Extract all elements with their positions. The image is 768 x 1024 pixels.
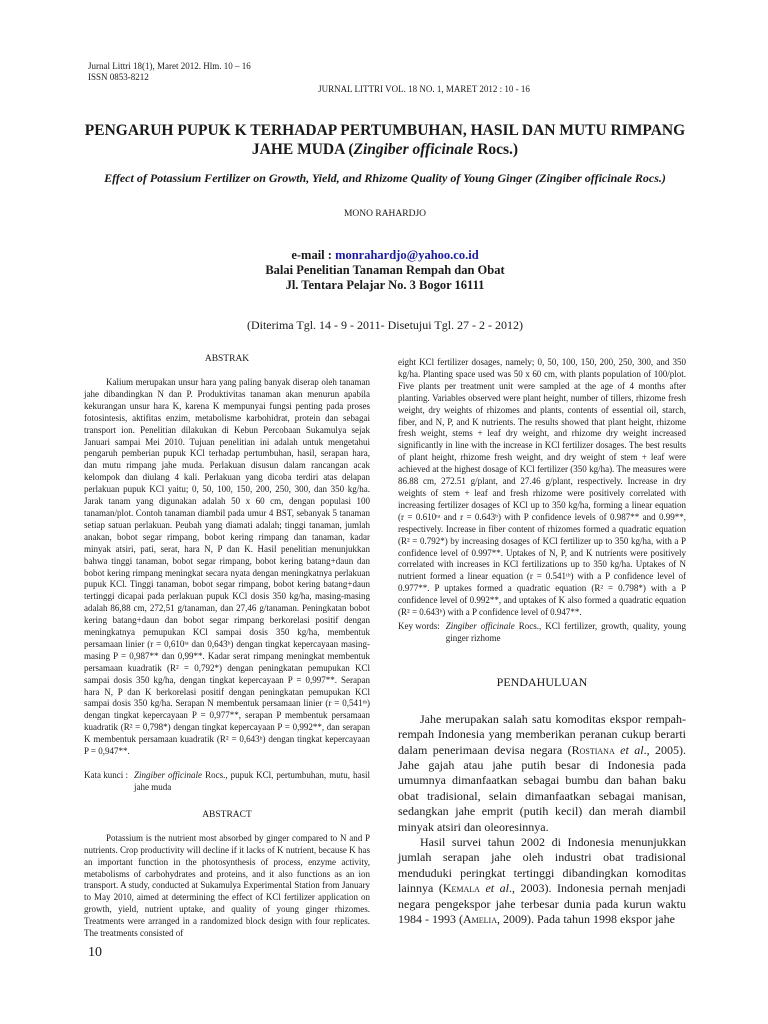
right-column (398, 357, 686, 927)
paragraph-text: , 2009). Pada tahun 1998 ekspor jahe (497, 912, 675, 927)
abstract-heading: ABSTRACT (202, 809, 252, 820)
abstract-body-continued: eight KCl fertilizer dosages, namely; 0, 50, 100, 150, 200, 250, 300, and 350 kg/ha. Planting space used was 50 x 60 cm, with plants population of 100/plot. Five plants per treatment unit were sampled at the age of 4 months after planting. Variables observed were plant height, number of tillers, rhizome fresh weight, dry weights of rhizomes and plants, contents of essential oil, starch, fiber, and N, P, and K nutrients. The results showed that plant height, rhizome fresh weight, stems + leaf dry weight, and rhizome dry weight increased significantly in line with the increase in KCl fertilizer dosages. The best results of plant height, rhizome fresh weight, and dry weight of stem + leaf were achieved at the highest dosage of KCl fertilizer (350 kg/ha). The measures were 86.88 cm, 272.51 g/plant, and 27.46 g/plant, respectively. Increase in dry weights of stem + leaf and fresh rhizome were positively correlated with increasing fertilizer dosages of KCl up to 350 kg/ha, forming a linear equation (r = 0.610ᵗᵃ and r = 0.643ᵇ) with P confidence levels of 0.987** and 0.99**, respectively. Increase in fiber content of rhizomes formed a quadratic equation (R² = 0.792*) by increasing dosages of KCl fertilizer up to 350 kg/ha, with a P confidence level of 0.997**. Uptakes of N, P, and K nutrients were positively correlated with increases in KCl fertilizations up to 350 kg/ha. Uptakes of N nutrient formed a linear equation (r = 0.541ᵗᵇ) with a P confidence level of 0.977**. P uptakes formed a quadratic equation (R² = 0.798*) with a P confidence level of 0.992**, and uptakes of K also formed a quadratic equation (R² = 0.643ᵇ) with a P confidence level of 0.947**. (398, 357, 686, 618)
address: Jl. Tentara Pelajar No. 3 Bogor 16111 (285, 278, 485, 292)
key-words-scientific-name: Zingiber officinale (445, 620, 515, 631)
issn-line: ISSN 0853-8212 (88, 72, 149, 82)
title-text: Rocs.) (473, 141, 519, 158)
journal-citation (88, 61, 251, 83)
paragraph-text: ., 2005). Jahe gajah atau jahe putih besar di Indonesia pada umumnya dimanfaatkan sebagai bumbu dan bahan baku obat tradisional, selain dimanfaatkan sebagai manisan, sedangkan jahe emprit (putih kecil) dan merah diambil minyak atsiri dan oleoresinnya. (398, 742, 686, 834)
citation-et-al: et al (620, 742, 644, 757)
running-header: JURNAL LITTRI VOL. 18 NO. 1, MARET 2012 : 10 - 16 (318, 84, 530, 94)
kata-kunci-rest: Rocs., pupuk KCl, pertumbuhan, mutu, hasil jahe muda (134, 770, 370, 792)
citation-author: Kemala (442, 881, 480, 896)
page-number: 10 (88, 945, 102, 960)
pendahuluan-paragraph-2 (398, 835, 686, 927)
citation-et-al: et al (485, 881, 509, 896)
key-words-terms (446, 621, 686, 645)
title-line-1: PENGARUH PUPUK K TERHADAP PERTUMBUHAN, HASIL DAN MUTU RIMPANG (84, 122, 686, 139)
title-text: JAHE MUDA ( (251, 141, 354, 158)
kata-kunci-terms (134, 770, 370, 794)
english-title-text: Rocs.) (631, 171, 666, 185)
left-column (84, 354, 370, 940)
citation-author: Amelia (463, 912, 497, 927)
key-words (398, 621, 686, 645)
english-title-text: Effect of Potassium Fertilizer on Growth, Yield, and Rhizome Quality of Young Ginger ( (104, 171, 540, 185)
email-line (80, 248, 690, 263)
email-label: e-mail : (291, 248, 336, 262)
title-line-2 (80, 140, 690, 159)
english-title-scientific-name: Zingiber officinale (539, 171, 632, 185)
abstract-body: Potassium is the nutrient most absorbed by ginger compared to N and P nutrients. Crop productivity will decline if it lacks of K nutrient, because K has an important function in the photosynthesis of process, enzyme activity, metabolisms of carbohydrates and proteins, and it also functions as an ion transport. A study, conducted at Sukamulya Experimental Station from January to May 2010, aimed at determining the effect of KCl fertilizer application on growth, yield, nutrient uptake, and quality of young ginger rhizomes. Treatments were arranged in a randomized block design with four replicates. The treatments consisted of (84, 832, 370, 939)
paragraph-text: Hasil survei tahun 2002 di Indonesia menunjukkan jumlah serapan jahe oleh industri obat tradisional menduduki peringkat tertinggi dibandingkan komoditas lainnya ( (398, 835, 686, 896)
journal-citation-line: Jurnal Littri 18(1), Maret 2012. Hlm. 10 – 16 (88, 61, 251, 71)
key-words-label: Key words: (398, 620, 440, 631)
email-link[interactable]: monrahardjo@yahoo.co.id (335, 248, 479, 262)
paragraph-text: Jahe merupakan salah satu komoditas ekspor rempah-rempah Indonesia yang memberikan peranan cukup berarti dalam penerimaan devisa negara ( (398, 711, 686, 757)
paragraph-text: ., 2003). Indonesia pernah menjadi negara pengekspor jahe terbesar dunia pada kurun waktu 1984 - 1993 ( (398, 881, 686, 927)
pendahuluan-heading: PENDAHULUAN (496, 674, 588, 689)
key-words-rest: Rocs., KCl fertilizer, growth, quality, young ginger rizhome (445, 620, 687, 643)
title-scientific-name: Zingiber officinale (353, 141, 474, 158)
english-title (80, 171, 690, 185)
author-contact (80, 248, 690, 293)
kata-kunci-label: Kata kunci : (84, 770, 128, 780)
paper-title (80, 121, 690, 159)
author-name: MONO RAHARDJO (343, 209, 427, 219)
abstrak-heading: ABSTRAK (204, 354, 250, 364)
pendahuluan-paragraph-1 (398, 712, 686, 835)
abstrak-body: Kalium merupakan unsur hara yang paling banyak diserap oleh tanaman jahe dibandingkan N dan P. Produktivitas tanaman akan menurun apabila kekurangan unsur hara K, karena K mempunyai fungsi penting pada proses fotosintesis, aktifitas enzim, metabolisme karbohidrat, protein dan sebagai transport ion. Penelitian dilakukan di Kebun Percobaan Sukamulya sejak Januari sampai Mei 2010. Tujuan penelitian ini adalah untuk mengetahui pengaruh pemberian pupuk KCl terhadap pertumbuhan, hasil, serapan hara, dan mutu rimpang jahe muda. Perlakuan disusun dalam rancangan acak kelompok dan diulang 4 kali. Perlakuan yang dicoba terdiri atas delapan perlakuan pupuk KCl yaitu; 0, 50, 100, 150, 200, 250, 300, dan 350 kg/ha. Jarak tanam yang digunakan adalah 50 x 60 cm, dengan populasi 100 tanaman/plot. Contoh tanaman diambil pada umur 4 BST, sebanyak 5 tanaman setiap satuan perlakuan. Peubah yang diamati adalah; tinggi tanaman, jumlah anakan, bobot segar rimpang, bobot kering rimpang dan tanaman, kadar minyak atsiri, pati, serat, hara N, P dan K. Hasil penelitian menunjukkan bahwa tinggi tanaman, bobot segar rimpang, bobot kering batang+daun dan bobot kering rimpang meningkat secara nyata dengan meningkatnya perlakuan pupuk KCl. Tinggi tanaman, bobot segar rimpang, bobot kering batang+daun tertinggi dicapai pada perlakuan pupuk KCl dosis 350 kg/ha, masing-masing adalah 86,88 cm, 272,51 g/tanaman, dan 27,46 g/tanaman. Peningkatan bobot kering batang+daun dan bobot segar rimpang berkorelasi positif dengan meningkatnya pemupukan KCl sampai dosis 350 kg/ha, membentuk persamaan linier (r = 0,610ᵗᵃ dan 0,643ᵇ) dengan tingkat kepercayaan masing-masing P = 0,987** dan 0,99**. Kadar serat rimpang meningkat membentuk persamaan kuadratik (R² = 0,792*) dengan peningkatan pemupukan KCl sampai dosis 350 kg/ha, dengan tingkat kepercayaan P = 0,997**. Serapan hara N, P dan K berkorelasi positif dengan peningkatan pemupukan KCl sampai dosis 350 kg/ha. Serapan N membentuk persamaan linier (r = 0,541ᵗᵇ) dengan tingkat kepercayaan P = 0,977**, serapan P membentuk persamaan kuadratik (R² = 0,798*) dengan tingkat kepercayaan P = 0,992**, dan serapan K membentuk persamaan kuadratik (R² = 0,643ᵇ) dengan tingkat kepercayaan P = 0,947**. (84, 377, 370, 757)
kata-kunci-scientific-name: Zingiber officinale (134, 770, 203, 780)
kata-kunci (84, 770, 370, 794)
submission-dates: (Diterima Tgl. 14 - 9 - 2011- Disetujui Tgl. 27 - 2 - 2012) (246, 318, 524, 332)
citation-author: Rostiana (571, 742, 615, 757)
institution: Balai Penelitian Tanaman Rempah dan Obat (265, 263, 505, 277)
